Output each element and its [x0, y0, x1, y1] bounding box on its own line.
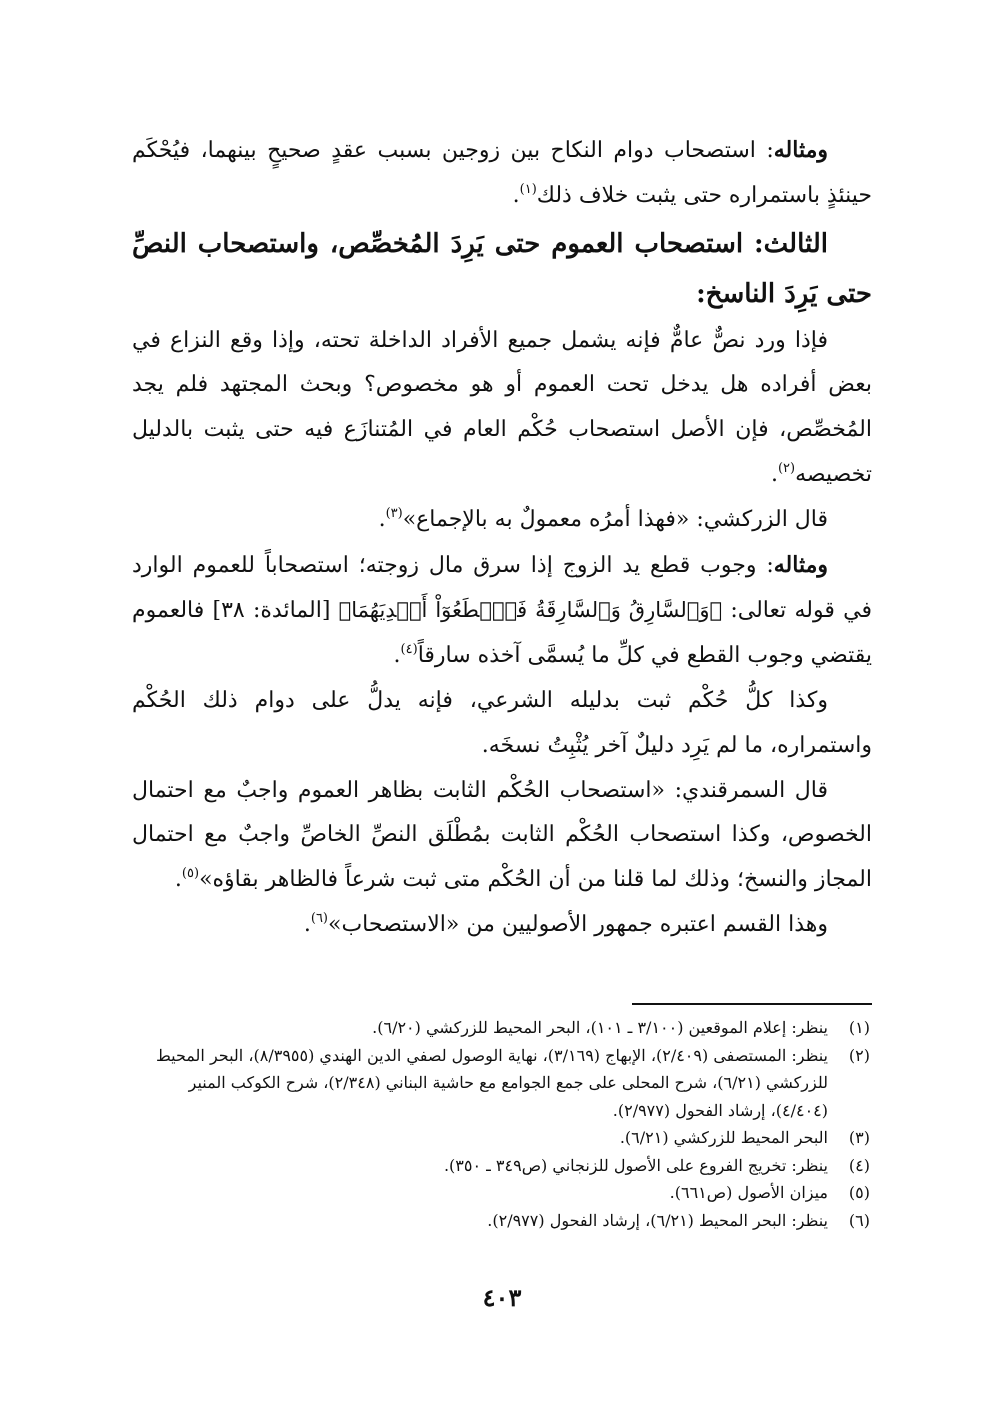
paragraph-samarqandi-quote: قال السمرقندي: «استصحاب الحُكْم الثابت بظاهر العموم واجبٌ مع احتمال الخصوص، وكذا استصحاب الحُكْم الثابت بمُطْلَق النصِّ الخاصِّ واجبٌ مع احتمال المجاز والنسخ؛ وذلك لما قلنا من أن الحُكْم متى ثبت شرعاً فالظاهر بقاؤه»$^{(٥)}$. [132, 777, 872, 893]
section-heading: الثالث: استصحاب العموم حتى يَرِدَ المُخصِّص، واستصحاب النصِّ حتى يَرِدَ الناسخ: [132, 228, 872, 309]
example-label: ومثاله [773, 551, 828, 578]
quran-verse: ﴿وَٱلسَّارِقُ وَٱلسَّارِقَةُ فَٱقۡطَعُوٓاْ أَيۡدِيَهُمَا﴾ [338, 598, 723, 623]
paragraph-example-marriage: ومثاله: استصحاب دوام النكاح بين زوجين بسبب عقدٍ صحيحٍ بينهما، فيُحْكَم حينئذٍ باستمراره حتى يثبت خلاف ذلك$^{(١)}$. [132, 137, 872, 208]
footnote-number: (٤) [848, 1155, 870, 1175]
paragraph-abrogation: وكذا كلُّ حُكْم ثبت بدليله الشرعي، فإنه يدلُّ على دوام ذلك الحُكْم واستمراره، ما لم يَرِد دليلٌ آخر يُثْبِتُ نسخَه. [132, 687, 872, 758]
footnote-ref[interactable]: (٢) [777, 460, 796, 476]
paragraph-example-theft: ومثاله: وجوب قطع يد الزوج إذا سرق مال زوجته؛ استصحاباً للعموم الوارد في قوله تعالى: ﴿وَٱلسَّارِقُ وَٱلسَّارِقَةُ فَٱقۡطَعُوٓاْ أَيۡدِيَهُمَا﴾ [المائدة: ٣٨] فالعموم يقتضي وجوب القطع في كلِّ ما يُسمَّى آخذه سارقاً$^{(٤)}$. [132, 551, 872, 669]
footnote-text: ينظر: المستصفى (٢/٤٠٩)، الإبهاج (٣/١٦٩)، نهاية الوصول لصفي الدين الهندي (٨/٣٩٥٥)، البحر المحيط للزركشي (٦/٢١)، شرح المحلى على جمع الجوامع مع حاشية البناني (٢/٣٤٨)، شرح الكوكب المنير (٤/٤٠٤)، إرشاد الفحول (٢/٩٧٧). [155, 1045, 828, 1120]
footnote-number: (٣) [848, 1128, 870, 1147]
footnote-ref[interactable]: (٤) [400, 642, 418, 658]
footnote-ref[interactable]: (٦) [310, 910, 328, 926]
footnotes [132, 1014, 872, 1234]
paragraph-general-text: فإذا ورد نصٌّ عامٌّ فإنه يشمل جميع الأفراد الداخلة تحته، وإذا وقع النزاع في بعض أفراده هل يدخل تحت العموم أو هو مخصوص؟ وبحث المجتهد فلم يجد المُخصِّص، فإن الأصل استصحاب حُكْم العام في المُتنازَع فيه حتى يثبت بالدليل تخصيصه$^{(٢)}$. [132, 327, 872, 487]
footnote-number: (١) [848, 1018, 870, 1037]
page-number: ٤٠٣ [482, 1283, 522, 1312]
footnote-number: (٦) [848, 1210, 870, 1230]
example-label: ومثاله [773, 137, 828, 163]
footnote-text: ينظر: تخريج الفروع على الأصول للزنجاني (ص٣٤٩ ـ ٣٥٠). [443, 1155, 828, 1175]
paragraph-zarkashi-quote: قال الزركشي: «فهذا أمرُه معمولٌ به بالإجماع»$^{(٣)}$. [378, 505, 828, 532]
footnote-item [132, 1207, 872, 1235]
paragraph-majority-view: وهذا القسم اعتبره جمهور الأصوليين من «الاستصحاب»$^{(٦)}$. [303, 910, 828, 937]
footnote-text: ينظر: البحر المحيط (٦/٢١)، إرشاد الفحول (٢/٩٧٧). [487, 1210, 828, 1230]
footnote-number: (٢) [848, 1045, 870, 1065]
footnote-item [132, 1042, 872, 1125]
footnote-ref[interactable]: (١) [519, 181, 537, 197]
footnote-item [132, 1179, 872, 1207]
footnote-text: ميزان الأصول (ص٦٦١). [669, 1183, 828, 1202]
footnote-number: (٥) [848, 1183, 870, 1202]
footnote-text: البحر المحيط للزركشي (٦/٢١). [619, 1128, 828, 1147]
main-text [132, 128, 872, 948]
footnote-ref[interactable]: (٥) [181, 866, 200, 882]
footnote-text: ينظر: إعلام الموقعين (٣/١٠٠ ـ ١٠١)، البحر المحيط للزركشي (٦/٢٠). [372, 1018, 828, 1037]
footnote-item [132, 1014, 872, 1042]
footnote-divider [632, 1003, 872, 1005]
footnote-item [132, 1152, 872, 1180]
footnote-item [132, 1124, 872, 1152]
footnote-ref[interactable]: (٣) [385, 505, 403, 521]
